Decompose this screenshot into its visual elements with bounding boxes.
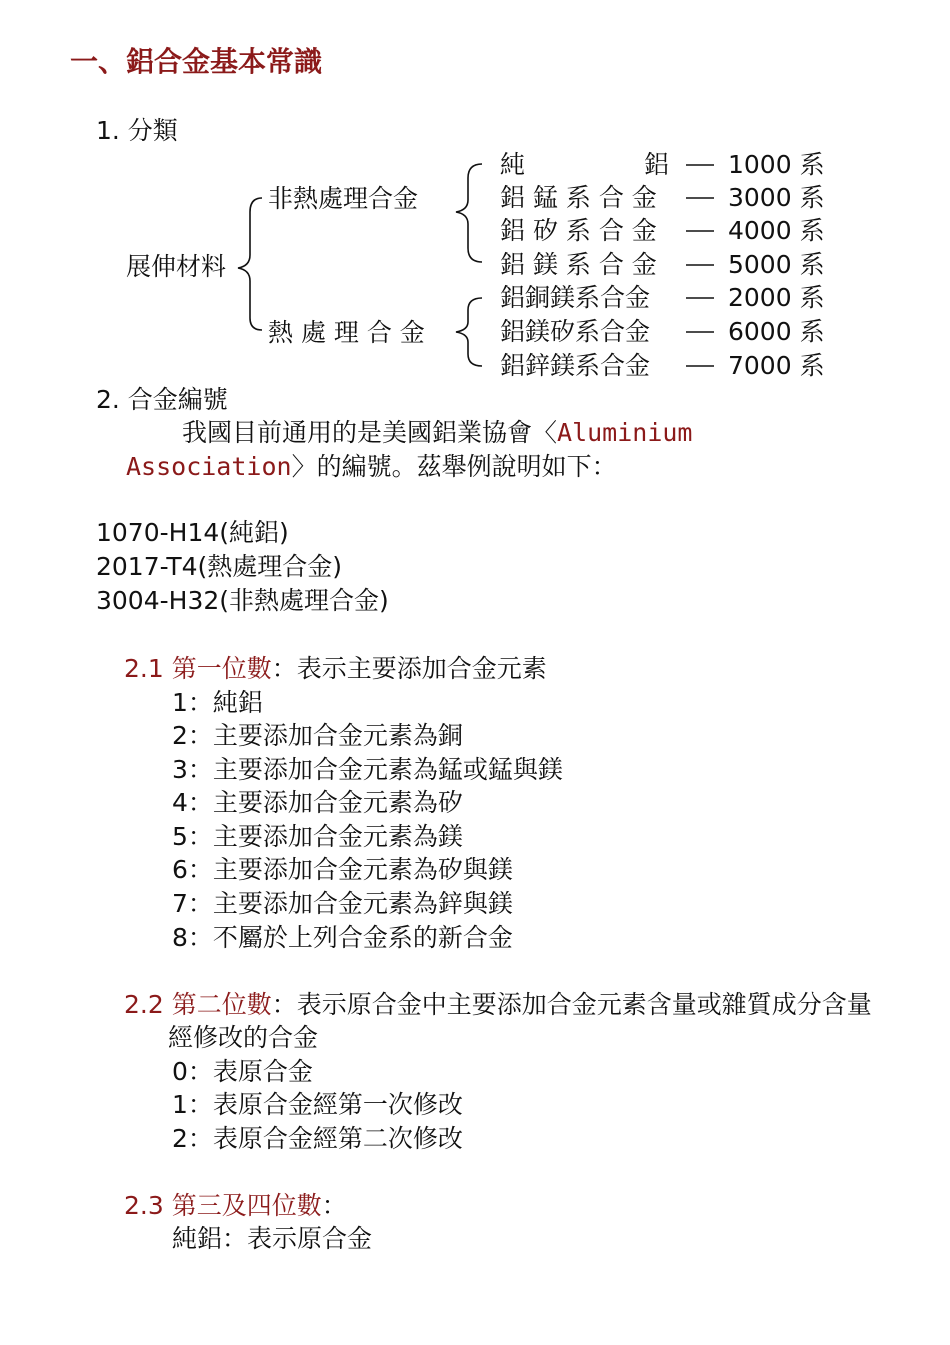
series-row-label: 鋁銅鎂系合金	[500, 283, 651, 312]
subsection-2-3	[124, 1193, 347, 1218]
subsection-2-1	[124, 656, 547, 681]
root-bracket	[238, 198, 262, 330]
series-row-value: 1000 系	[728, 150, 825, 179]
branch-a-bracket	[456, 164, 482, 262]
list-item: 5：主要添加合金元素為鎂	[172, 822, 463, 851]
intro-line-2	[126, 454, 617, 479]
list-item: 純鋁：表示原合金	[172, 1224, 373, 1253]
series-row-value: 2000 系	[728, 283, 825, 312]
example-code: 2017-T4(熱處理合金)	[96, 552, 343, 581]
list-item: 6：主要添加合金元素為矽與鎂	[172, 855, 513, 884]
series-row-value: 4000 系	[728, 216, 825, 245]
subsection-desc: ：表示原合金中主要添加合金元素含量或雜質成分含量	[271, 990, 872, 1019]
subsection-desc: ：表示主要添加合金元素	[271, 654, 547, 683]
series-row-value: 5000 系	[728, 250, 825, 279]
list-item: 7：主要添加合金元素為鋅與鎂	[172, 889, 513, 918]
list-item: 4：主要添加合金元素為矽	[172, 788, 463, 817]
section-heading-alloy-numbering: 2. 合金編號	[96, 385, 228, 414]
page-title: 一、鋁合金基本常識	[70, 45, 323, 78]
list-item: 8：不屬於上列合金系的新合金	[172, 923, 513, 952]
example-code: 3004-H32(非熱處理合金)	[96, 586, 389, 615]
series-row-pure-b: 鋁	[644, 150, 670, 179]
series-row-value: 6000 系	[728, 317, 825, 346]
subsection-label: 2.2 第二位數	[124, 990, 272, 1019]
subsection-label: 2.1 第一位數	[124, 654, 272, 683]
tree-branch-heat-treatable: 熱 處 理 合 金	[268, 318, 425, 347]
series-row-label: 鋁鎂矽系合金	[500, 317, 651, 346]
branch-b-bracket	[456, 298, 482, 366]
series-row-label: 鋁 鎂 系 合 金	[500, 250, 657, 279]
section-heading-classification: 1. 分類	[96, 116, 178, 145]
series-row-label: 鋁鋅鎂系合金	[500, 351, 651, 380]
list-item: 0：表原合金	[172, 1057, 313, 1086]
series-row-value: 7000 系	[728, 351, 825, 380]
list-item: 1：表原合金經第一次修改	[172, 1090, 463, 1119]
intro-text: 〉的編號。茲舉例說明如下：	[291, 452, 617, 481]
intro-english-term: Aluminium	[557, 418, 693, 447]
example-code: 1070-H14(純鋁)	[96, 518, 289, 547]
series-row-pure-a: 純	[500, 150, 526, 179]
subsection-desc: ：	[321, 1191, 347, 1220]
intro-english-term: Association	[126, 452, 292, 481]
list-item: 2：主要添加合金元素為銅	[172, 721, 463, 750]
series-dashes	[686, 165, 714, 366]
list-item: 1：純鋁	[172, 688, 263, 717]
tree-branch-non-heat-treatable: 非熱處理合金	[268, 184, 419, 213]
subsection-desc-continued: 經修改的合金	[168, 1023, 319, 1052]
list-item: 2：表原合金經第二次修改	[172, 1124, 463, 1153]
tree-root-label: 展伸材料	[126, 252, 227, 281]
list-item: 3：主要添加合金元素為錳或錳與鎂	[172, 755, 563, 784]
intro-text: 我國目前通用的是美國鋁業協會〈	[182, 418, 558, 447]
series-row-label: 鋁 矽 系 合 金	[500, 216, 657, 245]
series-row-value: 3000 系	[728, 183, 825, 212]
subsection-label: 2.3 第三及四位數	[124, 1191, 322, 1220]
subsection-2-2	[124, 992, 872, 1017]
intro-line-1	[182, 420, 692, 445]
series-row-label: 鋁 錳 系 合 金	[500, 183, 657, 212]
